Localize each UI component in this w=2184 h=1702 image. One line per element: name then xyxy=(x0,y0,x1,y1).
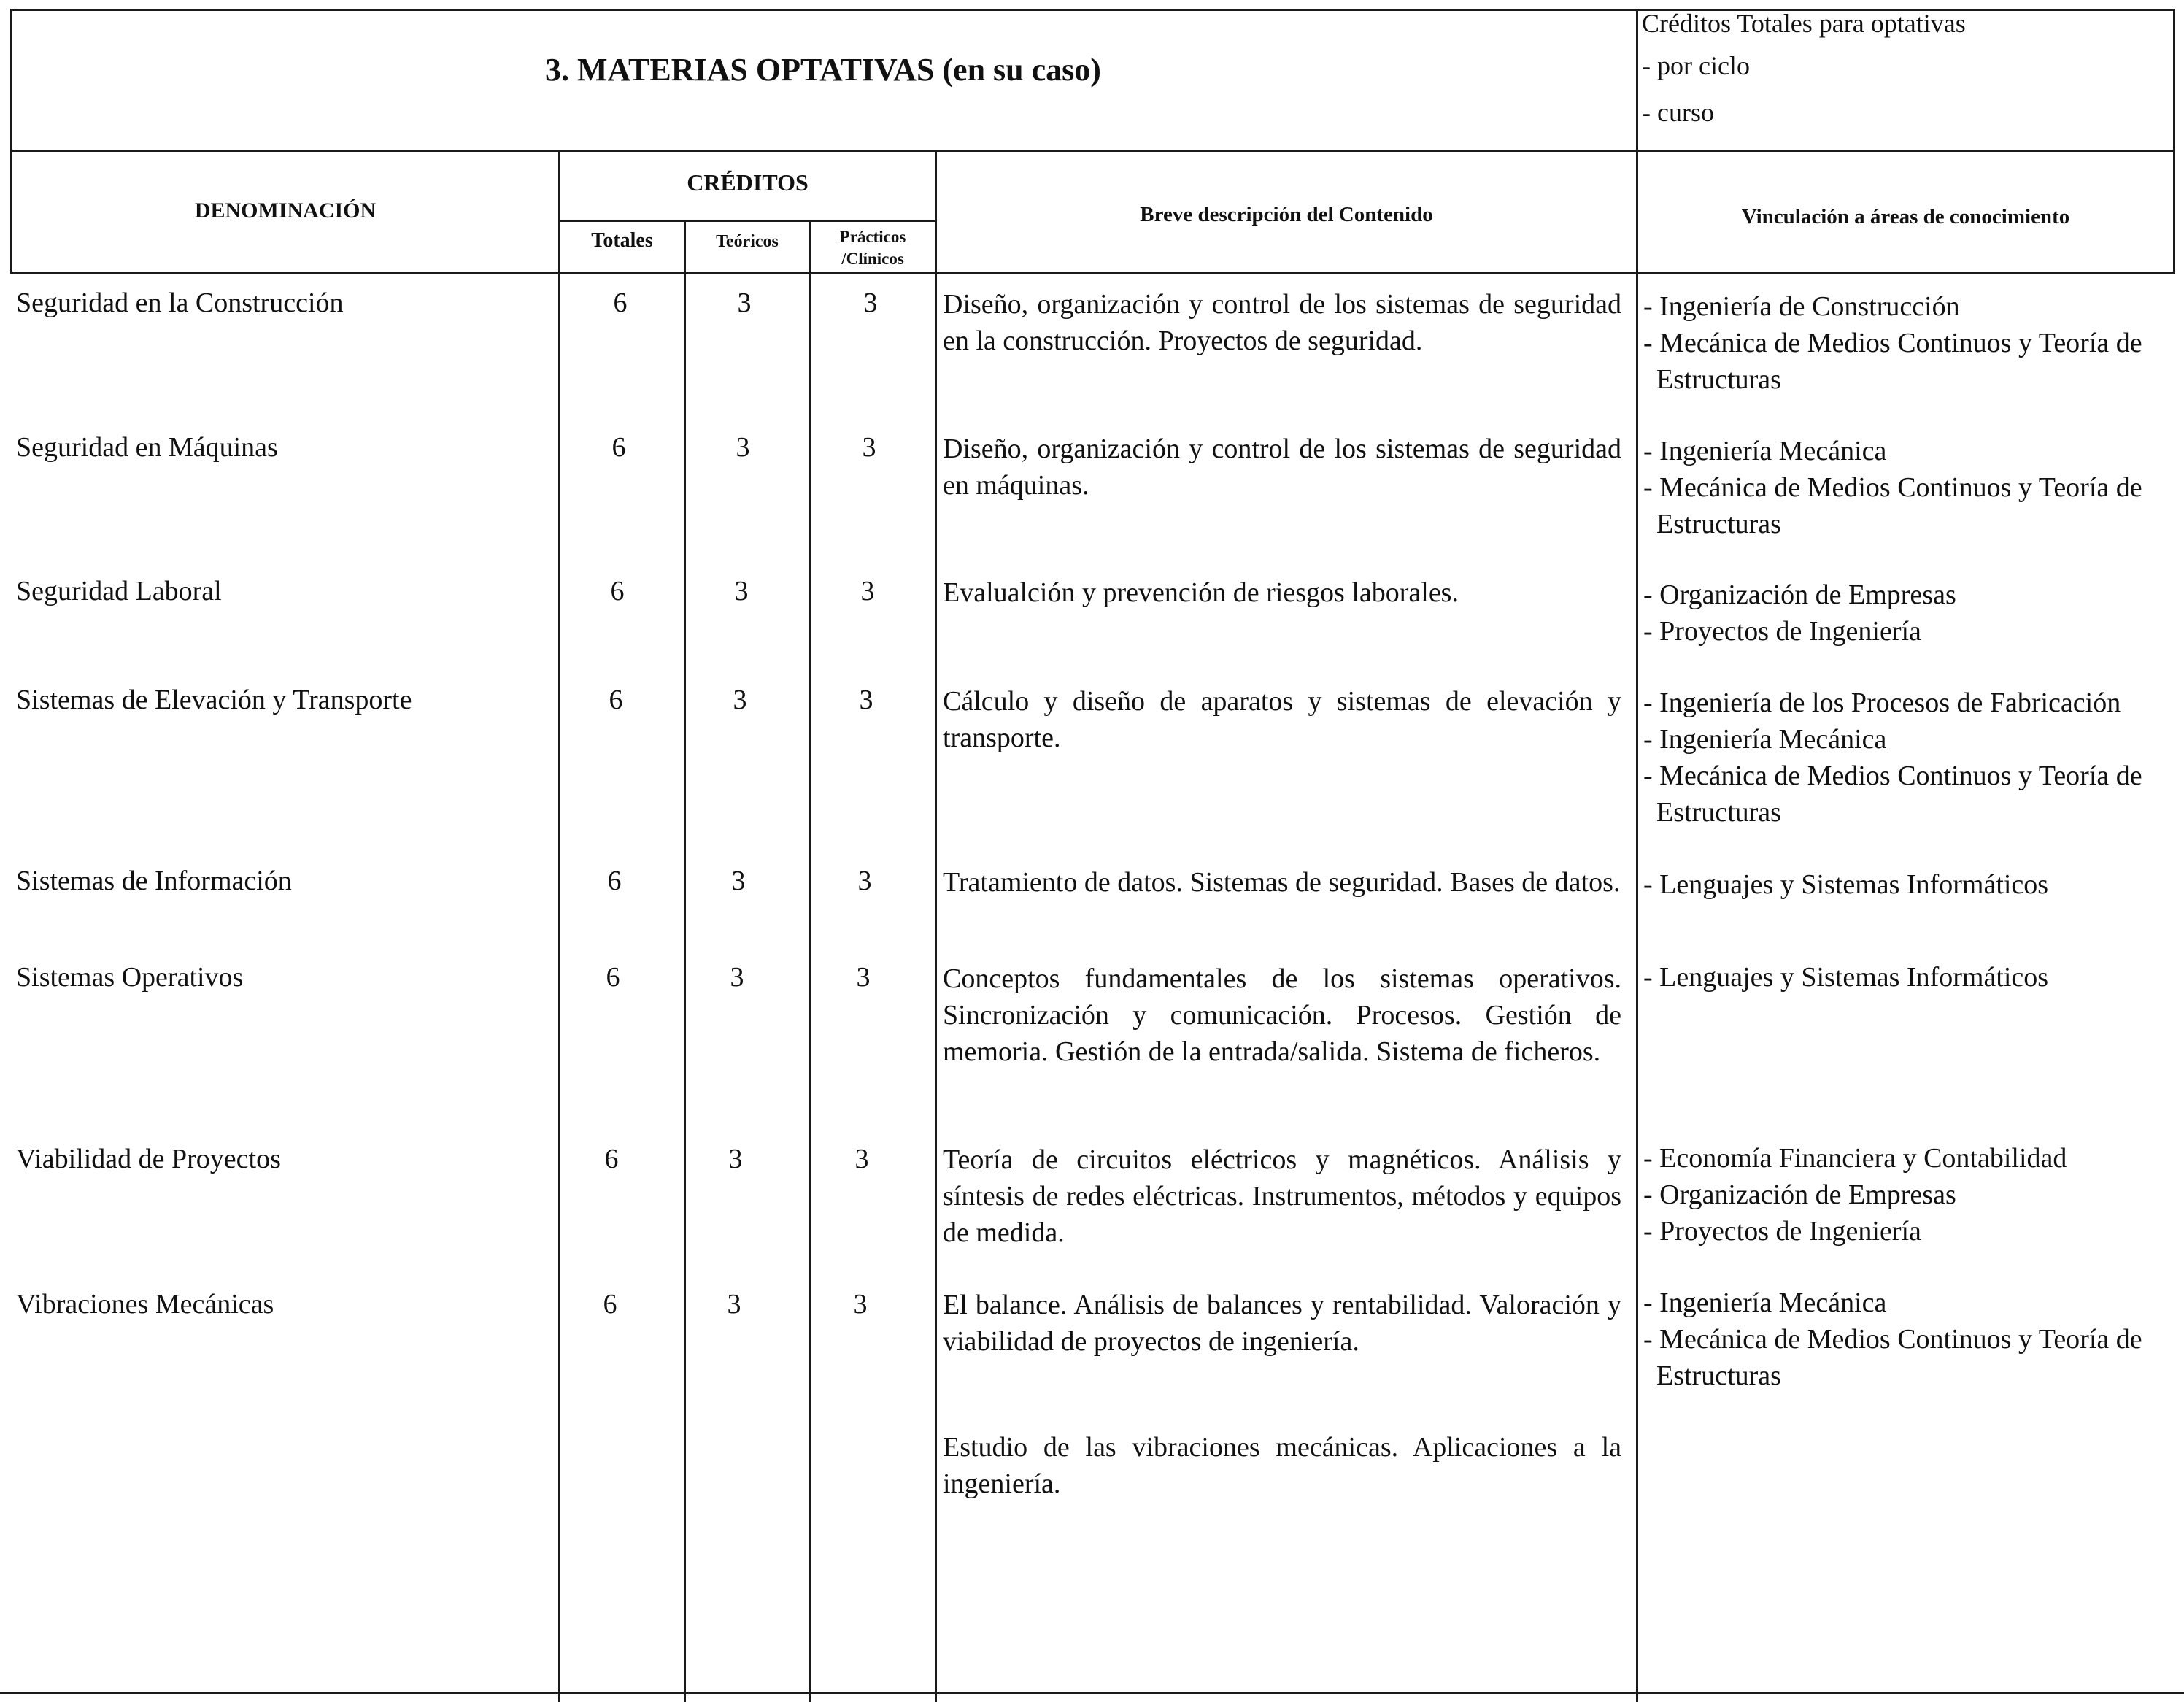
content-description: Diseño, organización y control de los sistemas de seguridad en máquinas. xyxy=(943,434,1621,501)
credits-totales: 6 xyxy=(603,1289,617,1320)
header-creditos: CRÉDITOS xyxy=(687,169,809,196)
knowledge-area-item: - Proyectos de Ingeniería xyxy=(1643,613,2183,650)
knowledge-areas xyxy=(1643,288,2183,398)
credits-totales: 6 xyxy=(609,685,623,715)
header-vinculacion: Vinculación a áreas de conocimiento xyxy=(1741,205,2070,228)
knowledge-area-item: - Lenguajes y Sistemas Informáticos xyxy=(1643,959,2183,996)
credits-practicos: 3 xyxy=(863,288,878,318)
knowledge-area-item: - Ingeniería Mecánica xyxy=(1643,1285,2183,1321)
knowledge-area-item: - Ingeniería Mecánica xyxy=(1643,433,2183,469)
credits-box-item-ciclo: - por ciclo xyxy=(1642,51,1750,80)
col-divider-denominacion xyxy=(558,150,560,1702)
credits-totales: 6 xyxy=(610,576,625,607)
header-practicos xyxy=(811,226,935,270)
credits-teoricos: 3 xyxy=(731,866,746,896)
credits-totales: 6 xyxy=(613,288,628,318)
credits-teoricos: 3 xyxy=(733,685,747,715)
knowledge-area-item: - Ingeniería Mecánica xyxy=(1643,721,2183,758)
credits-practicos: 3 xyxy=(853,1289,868,1320)
header-descripcion: Breve descripción del Contenido xyxy=(1140,203,1433,226)
credits-totales: 6 xyxy=(606,962,620,993)
knowledge-area-item: - Organización de Empresas xyxy=(1643,1177,2183,1213)
credits-practicos: 3 xyxy=(857,866,872,896)
table-right-border xyxy=(2173,9,2175,272)
title-row-divider xyxy=(10,150,2175,152)
content-description: Evalualción y prevención de riesgos laborales. xyxy=(943,577,1459,608)
credits-box-item-curso: - curso xyxy=(1642,98,1714,127)
knowledge-area-item: - Mecánica de Medios Continuos y Teoría de Estructuras xyxy=(1643,469,2183,542)
credits-teoricos: 3 xyxy=(736,432,750,463)
subject-name: Vibraciones Mecánicas xyxy=(16,1289,274,1320)
credits-totales: 6 xyxy=(611,432,626,463)
knowledge-area-item: - Lenguajes y Sistemas Informáticos xyxy=(1643,866,2183,903)
content-description: Estudio de las vibraciones mecánicas. Aplicaciones a la ingeniería. xyxy=(943,1432,1621,1499)
credits-totales: 6 xyxy=(607,866,622,896)
credits-practicos: 3 xyxy=(860,576,875,607)
title-credits-divider xyxy=(1636,9,1638,150)
credits-totales: 6 xyxy=(604,1144,619,1174)
header-totales: Totales xyxy=(591,229,653,252)
subject-name: Viabilidad de Proyectos xyxy=(16,1144,281,1174)
header-row-divider xyxy=(10,272,2175,274)
subject-name: Sistemas Operativos xyxy=(16,962,244,993)
subject-name: Seguridad en la Construcción xyxy=(16,288,344,318)
knowledge-area-item: - Mecánica de Medios Continuos y Teoría de Estructuras xyxy=(1643,758,2183,831)
knowledge-areas xyxy=(1643,685,2183,831)
col-divider-practicos xyxy=(935,150,937,1702)
table-left-border xyxy=(10,9,12,272)
table-bottom-border xyxy=(0,1692,2184,1694)
col-divider-teoricos xyxy=(809,220,811,1702)
section-title: 3. MATERIAS OPTATIVAS (en su caso) xyxy=(545,52,1101,88)
knowledge-area-item: - Ingeniería de Construcción xyxy=(1643,288,2183,325)
subject-name: Sistemas de Elevación y Transporte xyxy=(16,685,412,715)
header-practicos-line1: Prácticos xyxy=(839,228,906,246)
subject-name: Seguridad Laboral xyxy=(16,576,222,607)
credits-box-heading: Créditos Totales para optativas xyxy=(1642,9,1966,38)
knowledge-areas xyxy=(1643,433,2183,542)
content-description: Diseño, organización y control de los sistemas de seguridad en la construcción. Proyectos de seguridad. xyxy=(943,289,1621,356)
credits-subheader-divider xyxy=(558,220,935,222)
credits-teoricos: 3 xyxy=(730,962,744,993)
knowledge-areas xyxy=(1643,1140,2183,1249)
knowledge-area-item: - Mecánica de Medios Continuos y Teoría de Estructuras xyxy=(1643,1321,2183,1394)
header-denominacion: DENOMINACIÓN xyxy=(194,199,377,223)
knowledge-area-item: - Proyectos de Ingeniería xyxy=(1643,1213,2183,1249)
col-divider-totales xyxy=(684,220,686,1702)
knowledge-areas xyxy=(1643,866,2183,903)
knowledge-area-item: - Mecánica de Medios Continuos y Teoría de Estructuras xyxy=(1643,325,2183,398)
content-description: Cálculo y diseño de aparatos y sistemas de elevación y transporte. xyxy=(943,686,1621,753)
credits-teoricos: 3 xyxy=(728,1144,743,1174)
knowledge-area-item: - Ingeniería de los Procesos de Fabricación xyxy=(1643,685,2183,721)
col-divider-descripcion xyxy=(1636,150,1638,1702)
credits-practicos: 3 xyxy=(854,1144,869,1174)
content-description: Tratamiento de datos. Sistemas de seguridad. Bases de datos. xyxy=(943,867,1621,898)
subject-name: Sistemas de Información xyxy=(16,866,292,896)
credits-practicos: 3 xyxy=(862,432,876,463)
knowledge-areas xyxy=(1643,577,2183,650)
credits-practicos: 3 xyxy=(856,962,871,993)
subject-name: Seguridad en Máquinas xyxy=(16,432,278,463)
credits-teoricos: 3 xyxy=(734,576,749,607)
credits-teoricos: 3 xyxy=(727,1289,741,1320)
knowledge-areas xyxy=(1643,959,2183,996)
content-description: El balance. Análisis de balances y rentabilidad. Valoración y viabilidad de proyectos de ingeniería. xyxy=(943,1290,1621,1357)
knowledge-areas xyxy=(1643,1285,2183,1394)
header-teoricos: Teóricos xyxy=(716,232,779,251)
header-practicos-line2: /Clínicos xyxy=(841,250,904,268)
credits-teoricos: 3 xyxy=(737,288,752,318)
content-description: Teoría de circuitos eléctricos y magnéticos. Análisis y síntesis de redes eléctricas. Instrumentos, métodos y equipos de medida. xyxy=(943,1144,1621,1248)
knowledge-area-item: - Organización de Empresas xyxy=(1643,577,2183,613)
credits-practicos: 3 xyxy=(859,685,873,715)
content-description: Conceptos fundamentales de los sistemas operativos. Sincronización y comunicación. Procesos. Gestión de memoria. Gestión de la entrada/salida. Sistema de ficheros. xyxy=(943,963,1621,1067)
knowledge-area-item: - Economía Financiera y Contabilidad xyxy=(1643,1140,2183,1177)
